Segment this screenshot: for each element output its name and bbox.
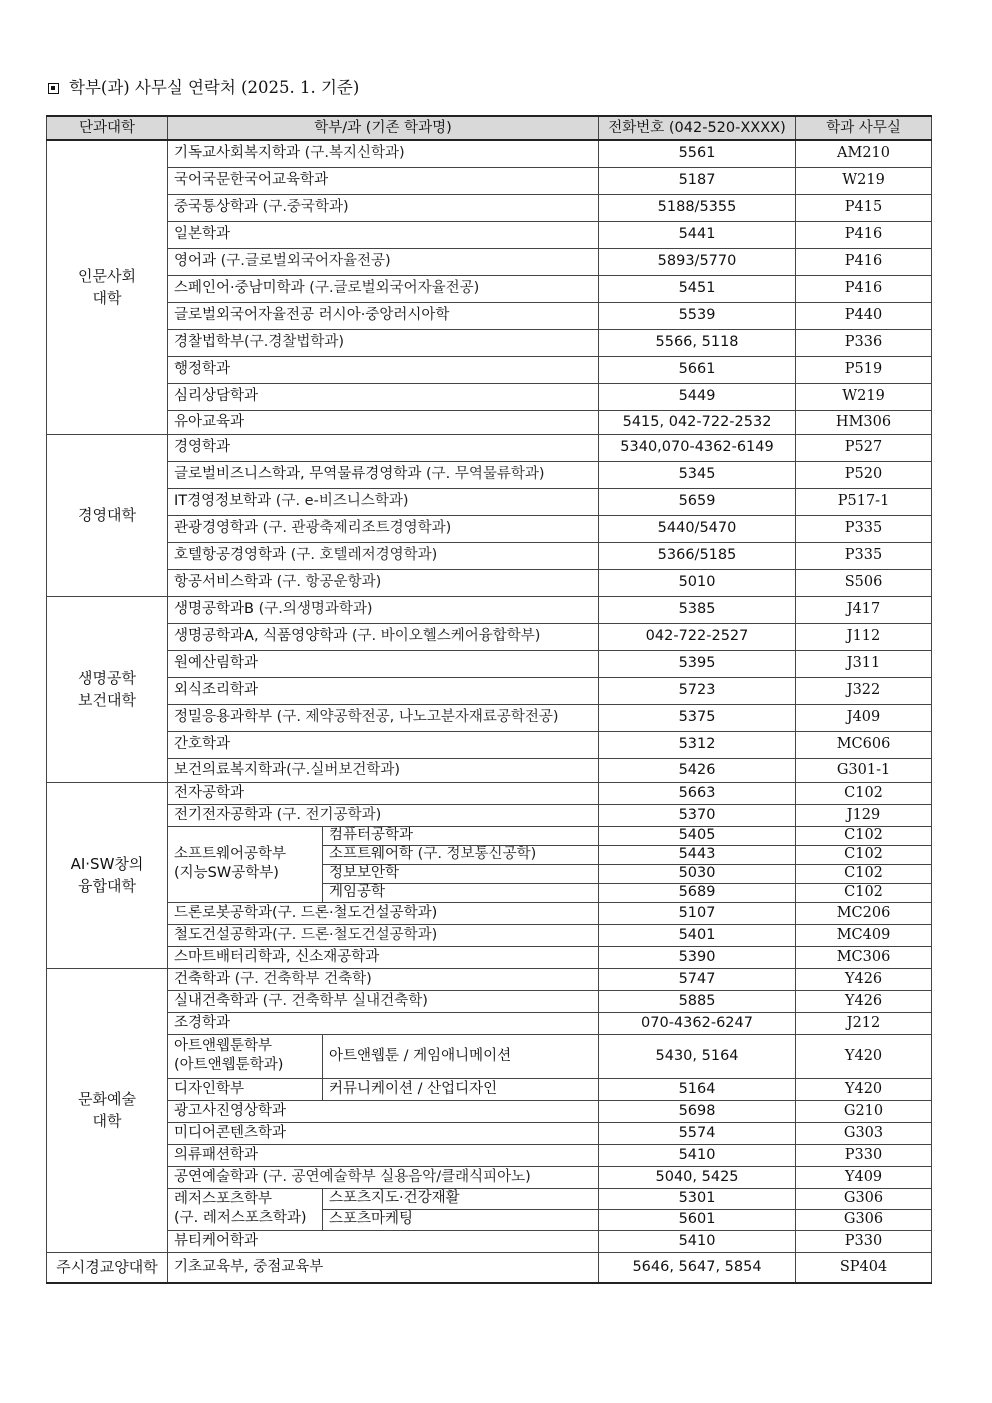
department-name: 행정학과 (174, 361, 231, 377)
phone-cell: 5405 (599, 826, 796, 845)
table-row (47, 596, 932, 623)
department-cell (168, 275, 599, 302)
former-name: (구.복지신학과) (300, 145, 405, 162)
former-name: (구.중국학과) (258, 199, 349, 215)
department-cell (168, 731, 599, 758)
department-cell (168, 623, 599, 650)
table-header-row (47, 116, 932, 140)
phone-cell: 5663 (599, 782, 796, 804)
former-name: (구. 건축학부 건축학) (230, 970, 372, 987)
department-cell: 스포츠마케팅 (323, 1209, 599, 1230)
phone-cell: 5040, 5425 (599, 1166, 796, 1188)
department-name: 생명공학과A, 식품영양학과 (174, 628, 348, 644)
phone-cell: 5107 (599, 902, 796, 924)
office-cell: J417 (796, 596, 932, 623)
office-cell: Y409 (796, 1166, 932, 1188)
department-cell (168, 596, 599, 623)
office-cell: P415 (796, 194, 932, 221)
phone-cell: 5440/5470 (599, 515, 796, 542)
department-cell (168, 804, 599, 826)
phone-cell: 5395 (599, 650, 796, 677)
department-name: 경찰법학부 (174, 334, 245, 350)
table-row (47, 221, 932, 248)
office-cell: W219 (796, 383, 932, 410)
office-cell: P330 (796, 1230, 932, 1252)
department-name: 관광경영학과 (174, 520, 259, 536)
page-title (48, 76, 359, 100)
department-name: 의류패션학과 (174, 1146, 259, 1163)
department-cell (168, 1252, 599, 1283)
table-row (47, 1122, 932, 1144)
parent-department-cell: 소프트웨어공학부 (지능SW공학부) (168, 826, 323, 902)
phone-cell: 5345 (599, 461, 796, 488)
office-cell: G301-1 (796, 758, 932, 782)
office-cell: C102 (796, 845, 932, 864)
office-cell: J112 (796, 623, 932, 650)
phone-cell: 5410 (599, 1230, 796, 1252)
department-name: 정밀응용과학부 (174, 709, 273, 725)
office-cell: Y426 (796, 990, 932, 1012)
department-cell (168, 488, 599, 515)
table-row (47, 1034, 932, 1078)
former-name: (구. 드론·철도건설공학과) (272, 926, 438, 943)
office-cell: AM210 (796, 140, 932, 167)
office-cell: MC206 (796, 902, 932, 924)
phone-cell: 5561 (599, 140, 796, 167)
department-name: 컴퓨터공학과 (329, 827, 414, 843)
table-row (47, 542, 932, 569)
table-row (47, 1252, 932, 1283)
parent-department-cell (168, 1188, 323, 1230)
former-name: (구.글로벌외국어자율전공) (304, 280, 480, 296)
department-name: 광고사진영상학과 (174, 1102, 287, 1119)
office-cell: P336 (796, 329, 932, 356)
department-cell: 아트앤웹툰 / 게임애니메이션 (323, 1034, 599, 1078)
department-name: 보건의료복지학과 (174, 761, 287, 778)
department-cell (323, 883, 599, 902)
office-cell: G306 (796, 1209, 932, 1230)
former-name: (구. 항공운항과) (272, 574, 382, 590)
office-cell: P335 (796, 515, 932, 542)
department-cell (168, 221, 599, 248)
office-cell: G306 (796, 1188, 932, 1209)
department-cell (168, 1166, 599, 1188)
department-cell (168, 902, 599, 924)
phone-cell: 5188/5355 (599, 194, 796, 221)
phone-cell: 5375 (599, 704, 796, 731)
department-name: 중국통상학과 (174, 199, 259, 215)
table-row (47, 569, 932, 596)
table-row (47, 782, 932, 804)
department-name: 영어과 (174, 253, 217, 269)
former-name: (구. 제약공학전공, 나노고분자재료공학전공) (272, 709, 559, 725)
header-phone: 전화번호 (042-520-XXXX) (599, 116, 796, 140)
former-name: (구.글로벌외국어자율전공) (216, 253, 391, 269)
office-cell: P335 (796, 542, 932, 569)
phone-cell: 5390 (599, 946, 796, 968)
department-cell (168, 461, 599, 488)
department-name: 기독교사회복지학과 (174, 145, 301, 162)
department-name: 드론로봇공학과(구. 드론·철도건설공학과) (174, 904, 438, 921)
office-cell: G303 (796, 1122, 932, 1144)
department-name: 철도건설공학과 (174, 926, 273, 943)
page-title-text: 학부(과) 사무실 연락처 (2025. 1. 기준) (69, 78, 360, 97)
department-cell (168, 167, 599, 194)
department-name: 경영학과 (174, 439, 231, 455)
department-cell (168, 302, 599, 329)
former-name: (구. 공연예술학부 실용음악/클래식피아노) (258, 1168, 531, 1185)
table-row (47, 826, 932, 845)
office-cell: S506 (796, 569, 932, 596)
department-name: 간호학과 (174, 736, 231, 752)
table-row (47, 677, 932, 704)
office-cell: C102 (796, 826, 932, 845)
department-name: 글로벌비즈니스학과, 무역물류경영학과 (174, 466, 422, 482)
department-cell (168, 329, 599, 356)
office-cell: G210 (796, 1100, 932, 1122)
department-name: 일본학과 (174, 226, 231, 242)
table-row (47, 990, 932, 1012)
phone-cell: 5370 (599, 804, 796, 826)
office-cell: C102 (796, 883, 932, 902)
department-cell (323, 864, 599, 883)
office-cell: J409 (796, 704, 932, 731)
former-name: (구.의생명과학과) (253, 601, 373, 617)
department-name: 실내건축학과 (174, 992, 259, 1009)
table-row (47, 968, 932, 990)
department-name: 정보보안학 (329, 865, 400, 881)
department-name: 유아교육과 (174, 413, 245, 430)
department-name: 뷰티케어학과 (174, 1232, 259, 1249)
phone-cell: 5747 (599, 968, 796, 990)
department-name: 소프트웨어학 (329, 846, 414, 862)
phone-cell: 5723 (599, 677, 796, 704)
phone-cell: 5385 (599, 596, 796, 623)
phone-cell: 5340,070-4362-6149 (599, 434, 796, 461)
table-row (47, 902, 932, 924)
department-cell (168, 1012, 599, 1034)
department-name: 스마트배터리학과, 신소재공학과 (174, 948, 380, 965)
department-cell (168, 782, 599, 804)
former-name: (구.실버보건학과) (286, 761, 401, 778)
phone-cell: 5441 (599, 221, 796, 248)
phone-cell: 5885 (599, 990, 796, 1012)
department-name: 건축학과 (174, 970, 231, 987)
office-cell: MC306 (796, 946, 932, 968)
table-row (47, 302, 932, 329)
phone-cell: 5893/5770 (599, 248, 796, 275)
department-name: 스페인어·중남미학과 (174, 280, 305, 296)
table-row (47, 1166, 932, 1188)
former-name: (구. 호텔레저경영학과) (286, 547, 438, 563)
table-row (47, 383, 932, 410)
former-name: (구. 무역물류학과) (421, 466, 545, 482)
college-cell: 생명공학 보건대학 (47, 596, 168, 782)
table-row (47, 410, 932, 434)
office-cell: J322 (796, 677, 932, 704)
phone-cell: 5661 (599, 356, 796, 383)
department-cell (168, 924, 599, 946)
phone-cell: 042-722-2527 (599, 623, 796, 650)
former-name: (구. 바이오헬스케어융합학부) (347, 628, 541, 644)
table-row (47, 194, 932, 221)
department-cell (168, 758, 599, 782)
parent-department-name: 레저스포츠학부 (174, 1191, 273, 1207)
office-cell: P440 (796, 302, 932, 329)
department-name: 생명공학과B (174, 601, 254, 617)
phone-cell: 5312 (599, 731, 796, 758)
table-row (47, 704, 932, 731)
former-name: (구. 레저스포츠학과) (174, 1210, 307, 1226)
office-cell: P416 (796, 248, 932, 275)
college-cell: 문화예술 대학 (47, 968, 168, 1252)
department-cell (168, 248, 599, 275)
former-name: (구. 전기공학과) (272, 806, 382, 823)
office-cell: Y420 (796, 1034, 932, 1078)
office-cell: J129 (796, 804, 932, 826)
phone-cell: 070-4362-6247 (599, 1012, 796, 1034)
table-row (47, 461, 932, 488)
department-cell (168, 990, 599, 1012)
office-cell: MC606 (796, 731, 932, 758)
department-cell (323, 845, 599, 864)
former-name: (구. 건축학부 실내건축학) (258, 992, 428, 1009)
parent-department-cell: 디자인학부 (168, 1078, 323, 1100)
department-name: 기초교육부, 중점교육부 (174, 1258, 324, 1275)
department-name: 게임공학 (329, 884, 386, 900)
department-cell (168, 1144, 599, 1166)
phone-cell: 5449 (599, 383, 796, 410)
department-name: 전기전자공학과 (174, 806, 273, 823)
department-cell (168, 946, 599, 968)
table-row (47, 1100, 932, 1122)
table-row (47, 515, 932, 542)
department-cell: 커뮤니케이션 / 산업디자인 (323, 1078, 599, 1100)
department-cell (168, 410, 599, 434)
department-cell: 스포츠지도·건강재활 (323, 1188, 599, 1209)
table-row (47, 1188, 932, 1209)
phone-cell: 5659 (599, 488, 796, 515)
department-cell (168, 650, 599, 677)
phone-cell: 5410 (599, 1144, 796, 1166)
department-cell (168, 383, 599, 410)
college-cell: 경영대학 (47, 434, 168, 596)
office-cell: W219 (796, 167, 932, 194)
department-name: 국어국문한국어교육학과 (174, 172, 329, 188)
office-cell: P527 (796, 434, 932, 461)
department-name: 전자공학과 (174, 784, 245, 801)
department-name: 외식조리학과 (174, 682, 259, 698)
table-row (47, 623, 932, 650)
table-row (47, 731, 932, 758)
office-cell: J212 (796, 1012, 932, 1034)
phone-cell: 5698 (599, 1100, 796, 1122)
table-row (47, 275, 932, 302)
phone-cell: 5415, 042-722-2532 (599, 410, 796, 434)
department-cell (168, 1122, 599, 1144)
department-name: IT경영정보학과 (174, 493, 272, 509)
office-cell: P517-1 (796, 488, 932, 515)
parent-department-cell (168, 1034, 323, 1078)
table-row (47, 1144, 932, 1166)
department-cell (168, 677, 599, 704)
department-cell (168, 542, 599, 569)
contact-table (46, 115, 932, 1284)
former-name: (구. 관광축제리조트경영학과) (258, 520, 452, 536)
header-department: 학부/과 (기존 학과명) (168, 116, 599, 140)
table-row (47, 488, 932, 515)
table-row (47, 650, 932, 677)
table-row (47, 140, 932, 167)
office-cell: HM306 (796, 410, 932, 434)
phone-cell: 5646, 5647, 5854 (599, 1252, 796, 1283)
phone-cell: 5366/5185 (599, 542, 796, 569)
department-name: 심리상담학과 (174, 388, 259, 404)
phone-cell: 5443 (599, 845, 796, 864)
department-name: 호텔항공경영학과 (174, 547, 287, 563)
office-cell: Y426 (796, 968, 932, 990)
department-name: 미디어콘텐츠학과 (174, 1124, 287, 1141)
table-row (47, 1230, 932, 1252)
table-row (47, 924, 932, 946)
former-name: (구. 정보통신공학) (413, 846, 537, 862)
department-name: 원예산림학과 (174, 655, 259, 671)
phone-cell: 5451 (599, 275, 796, 302)
department-cell (168, 1230, 599, 1252)
department-cell (168, 194, 599, 221)
former-name: (구.경찰법학과) (244, 334, 345, 350)
phone-cell: 5010 (599, 569, 796, 596)
table-row (47, 329, 932, 356)
department-cell (323, 826, 599, 845)
square-bullet-icon (48, 83, 59, 94)
phone-cell: 5601 (599, 1209, 796, 1230)
department-name: 항공서비스학과 (174, 574, 273, 590)
table-row (47, 434, 932, 461)
table-row (47, 804, 932, 826)
header-office: 학과 사무실 (796, 116, 932, 140)
department-cell (168, 704, 599, 731)
department-name: 글로벌외국어자율전공 러시아·중앙러시아학 (174, 307, 450, 323)
college-cell: 주시경교양대학 (47, 1252, 168, 1283)
department-cell (168, 515, 599, 542)
office-cell: P520 (796, 461, 932, 488)
phone-cell: 5689 (599, 883, 796, 902)
department-cell (168, 140, 599, 167)
parent-department-name: 아트앤웹툰학부 (174, 1038, 273, 1054)
office-cell: J311 (796, 650, 932, 677)
office-cell: SP404 (796, 1252, 932, 1283)
phone-cell: 5430, 5164 (599, 1034, 796, 1078)
phone-cell: 5401 (599, 924, 796, 946)
former-name: (구. e-비즈니스학과) (271, 493, 409, 509)
department-cell (168, 1100, 599, 1122)
phone-cell: 5030 (599, 864, 796, 883)
college-cell: 인문사회 대학 (47, 140, 168, 434)
table-row (47, 167, 932, 194)
phone-cell: 5187 (599, 167, 796, 194)
office-cell: C102 (796, 864, 932, 883)
phone-cell: 5301 (599, 1188, 796, 1209)
office-cell: MC409 (796, 924, 932, 946)
table-row (47, 248, 932, 275)
table-row (47, 1078, 932, 1100)
phone-cell: 5574 (599, 1122, 796, 1144)
phone-cell: 5426 (599, 758, 796, 782)
header-college: 단과대학 (47, 116, 168, 140)
phone-cell: 5164 (599, 1078, 796, 1100)
college-cell: AI·SW창의 융합대학 (47, 782, 168, 968)
department-cell (168, 356, 599, 383)
table-row (47, 758, 932, 782)
department-name: 공연예술학과 (174, 1168, 259, 1185)
department-cell (168, 569, 599, 596)
phone-cell: 5539 (599, 302, 796, 329)
office-cell: P416 (796, 275, 932, 302)
former-name: (아트앤웹툰학과) (174, 1057, 284, 1073)
department-cell (168, 968, 599, 990)
office-cell: C102 (796, 782, 932, 804)
office-cell: P519 (796, 356, 932, 383)
table-row (47, 356, 932, 383)
department-cell (168, 434, 599, 461)
office-cell: Y420 (796, 1078, 932, 1100)
phone-cell: 5566, 5118 (599, 329, 796, 356)
table-row (47, 946, 932, 968)
office-cell: P416 (796, 221, 932, 248)
table-row (47, 1012, 932, 1034)
office-cell: P330 (796, 1144, 932, 1166)
department-name: 조경학과 (174, 1014, 231, 1031)
